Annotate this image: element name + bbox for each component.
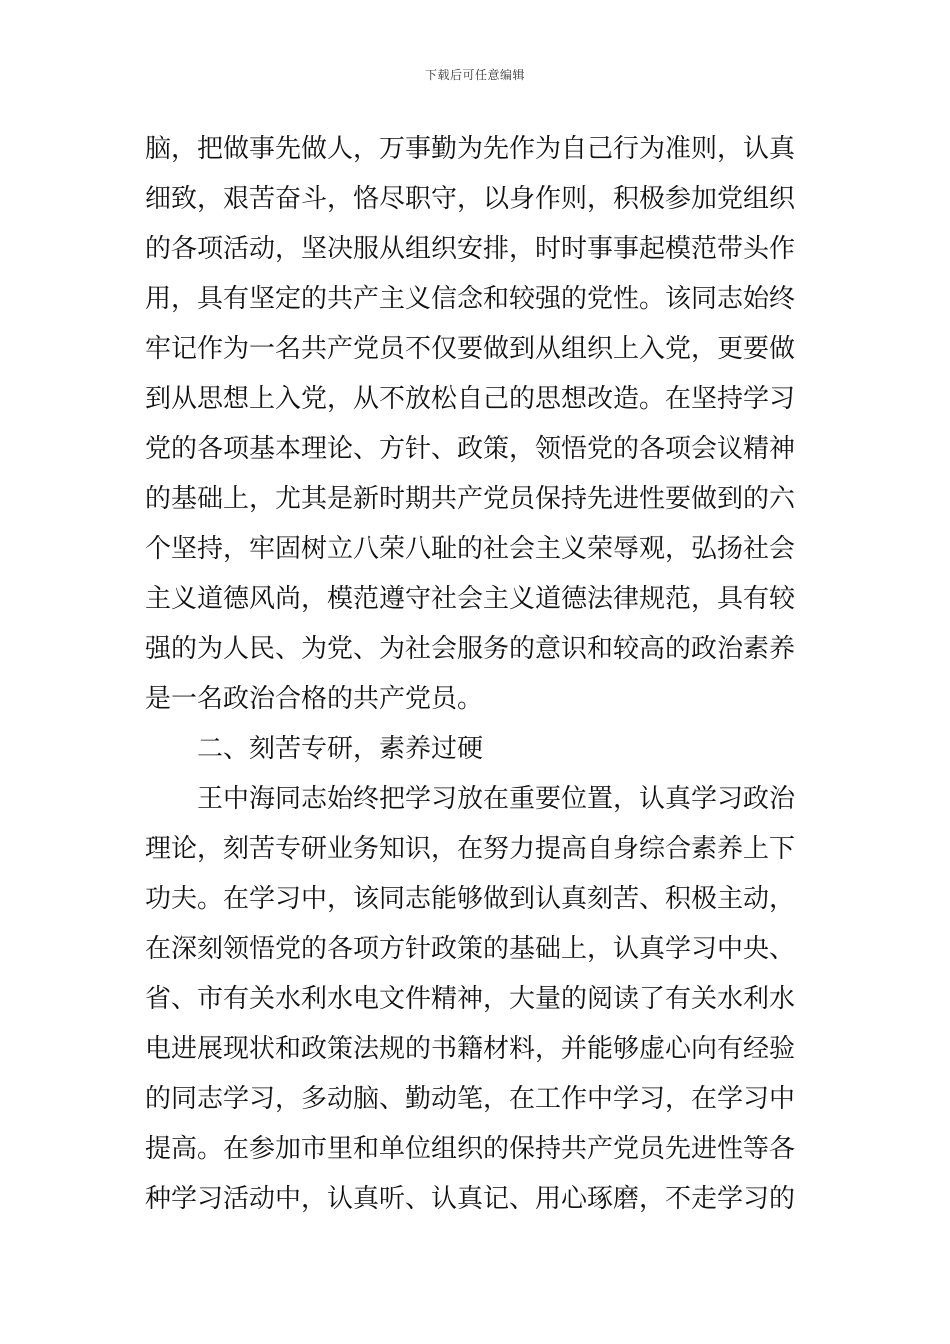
text-line: 强的为人民、为党、为社会服务的意识和较高的政治素养 <box>145 634 796 664</box>
text-line: 省、市有关水利水电文件精神，大量的阅读了有关水利水 <box>145 984 796 1014</box>
text-line: 王中海同志始终把学习放在重要位置，认真学习政治 <box>197 784 796 814</box>
text-line: 的同志学习，多动脑、勤动笔，在工作中学习，在学习中 <box>145 1084 796 1114</box>
text-line: 在深刻领悟党的各项方针政策的基础上，认真学习中央、 <box>145 934 796 964</box>
text-line: 是一名政治合格的共产党员。 <box>145 684 484 714</box>
text-line: 个坚持，牢固树立八荣八耻的社会主义荣辱观，弘扬社会 <box>145 534 796 564</box>
text-line: 党的各项基本理论、方针、政策，领悟党的各项会议精神 <box>145 434 796 464</box>
text-line: 细致，艰苦奋斗，恪尽职守，以身作则，积极参加党组织 <box>145 184 796 214</box>
text-line: 电进展现状和政策法规的书籍材料，并能够虚心向有经验 <box>145 1034 796 1064</box>
text-line: 用，具有坚定的共产主义信念和较强的党性。该同志始终 <box>145 284 796 314</box>
text-line: 牢记作为一名共产党员不仅要做到从组织上入党，更要做 <box>145 334 796 364</box>
document-body <box>145 124 807 1224</box>
text-line: 的基础上，尤其是新时期共产党员保持先进性要做到的六 <box>145 484 796 514</box>
text-line: 到从思想上入党，从不放松自己的思想改造。在坚持学习 <box>145 384 796 414</box>
text-line: 功夫。在学习中，该同志能够做到认真刻苦、积极主动， <box>145 884 796 914</box>
paragraph-2 <box>145 774 807 1224</box>
text-line: 主义道德风尚，模范遵守社会主义道德法律规范，具有较 <box>145 584 796 614</box>
section-heading-text: 二、刻苦专研，素养过硬 <box>197 734 484 764</box>
text-line: 脑，把做事先做人，万事勤为先作为自己行为准则，认真 <box>145 134 796 164</box>
text-line: 提高。在参加市里和单位组织的保持共产党员先进性等各 <box>145 1134 796 1164</box>
page-header-note: 下载后可任意编辑 <box>424 68 525 82</box>
text-line: 的各项活动，坚决服从组织安排，时时事事起模范带头作 <box>145 234 796 264</box>
text-line: 种学习活动中，认真听、认真记、用心琢磨，不走学习的 <box>145 1184 796 1214</box>
section-heading <box>145 724 807 774</box>
text-line: 理论，刻苦专研业务知识，在努力提高自身综合素养上下 <box>145 834 796 864</box>
paragraph-1 <box>145 124 807 724</box>
